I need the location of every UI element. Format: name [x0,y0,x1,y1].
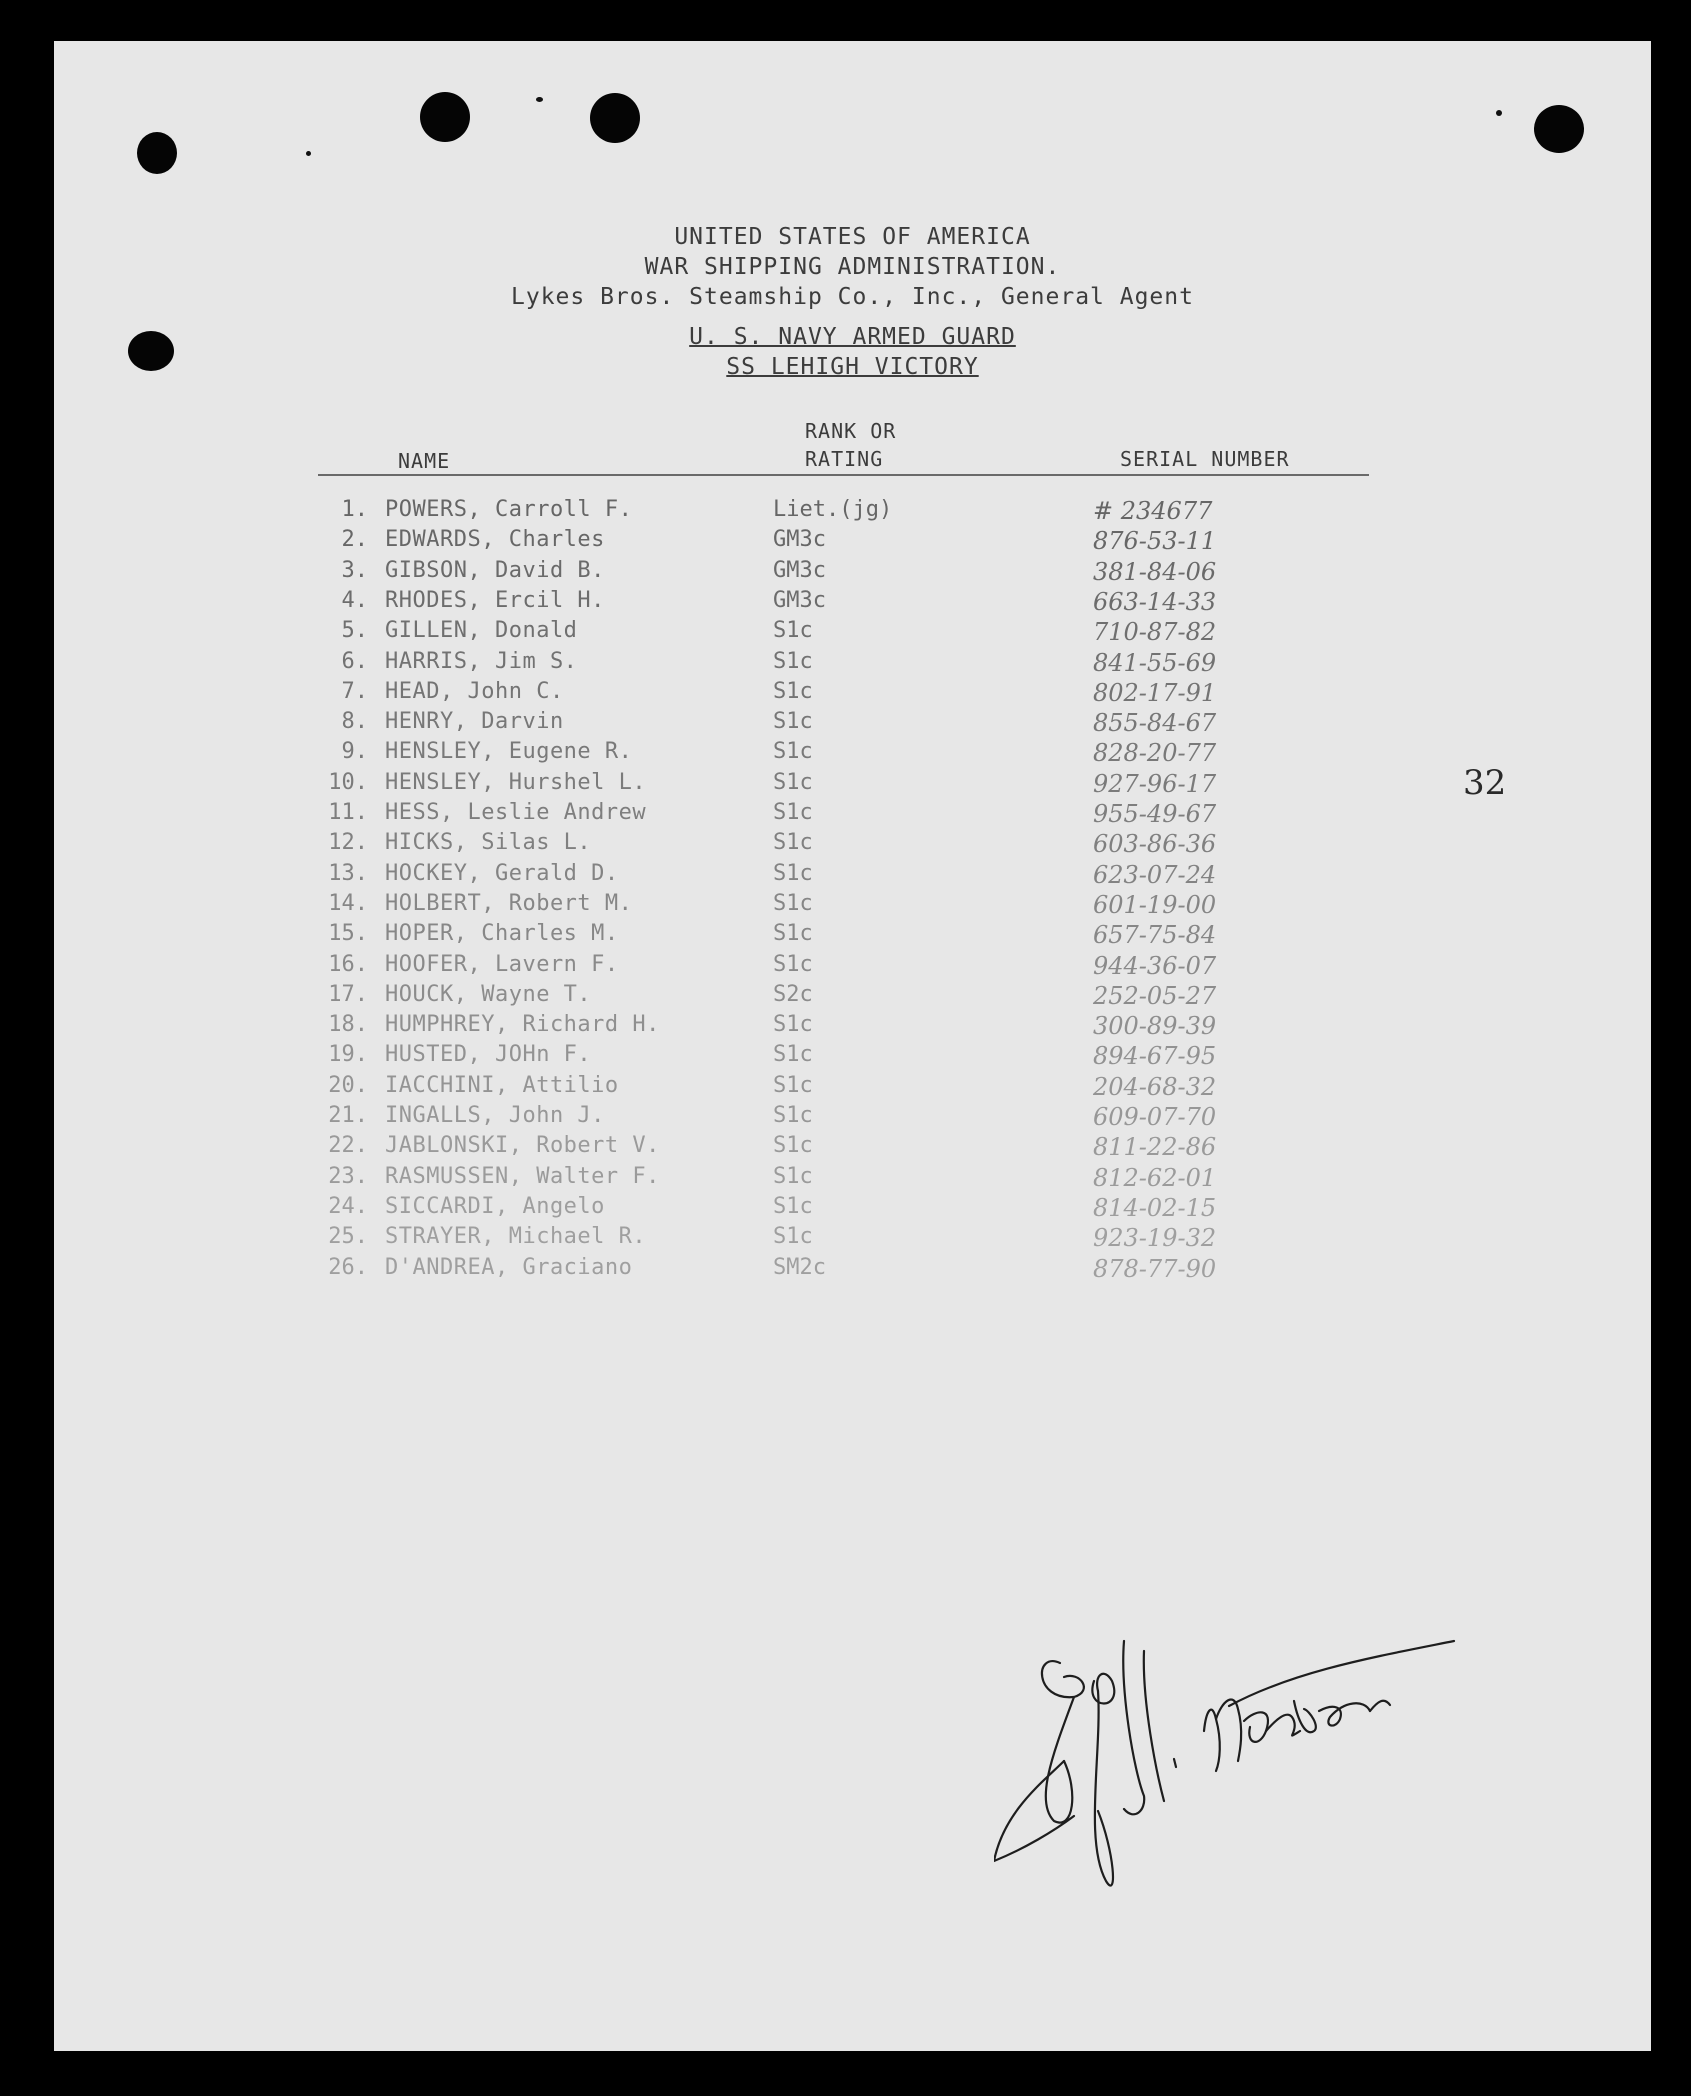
crew-rank: S1c [773,1163,813,1189]
table-row [318,709,1318,739]
crew-name: HUMPHREY, Richard H. [385,1012,660,1038]
crew-name: HOUCK, Wayne T. [385,981,592,1007]
table-row [318,497,1318,527]
crew-name: HOOFER, Lavern F. [385,951,619,977]
crew-name: HUSTED, JOHn F. [385,1042,592,1068]
header-line-5-text: SS LEHIGH VICTORY [726,354,979,380]
crew-rank: S1c [773,678,813,704]
crew-serial: 878-77-90 [1093,1254,1217,1283]
header-line-4-text: U. S. NAVY ARMED GUARD [689,324,1016,350]
punch-hole [1534,105,1584,153]
crew-rank: S2c [773,981,813,1007]
table-row [318,952,1318,982]
crew-serial: 603-86-36 [1093,830,1217,859]
crew-rank: S1c [773,769,813,795]
crew-name: RHODES, Ercil H. [385,587,605,613]
document-page [54,41,1651,2051]
table-row [318,558,1318,588]
crew-name: HEAD, John C. [385,678,564,704]
crew-serial: 252-05-27 [1093,981,1217,1010]
crew-serial: 609-07-70 [1093,1103,1217,1131]
crew-serial: 812-62-01 [1093,1163,1217,1192]
crew-serial: 828-20-77 [1093,739,1217,768]
crew-serial: 841-55-69 [1093,648,1217,677]
table-row [318,770,1318,800]
crew-rank: S1c [773,709,813,735]
table-row [318,800,1318,830]
crew-name: HICKS, Silas L. [385,830,592,856]
crew-serial: 944-36-07 [1093,951,1217,980]
crew-serial: 601-19-00 [1093,890,1217,919]
row-number: 6. [341,648,368,674]
table-row [318,1103,1318,1133]
speck [536,97,543,102]
table-row [318,649,1318,679]
table-row [318,1164,1318,1194]
crew-serial: 623-07-24 [1093,860,1217,889]
table-row [318,1224,1318,1254]
crew-rank: S1c [773,830,813,856]
crew-serial: 381-84-06 [1093,557,1217,586]
crew-name: HESS, Leslie Andrew [385,800,647,825]
row-number: 15. [328,921,368,947]
header-line-2: WAR SHIPPING ADMINISTRATION. [644,254,1061,280]
crew-name: RASMUSSEN, Walter F. [385,1163,660,1189]
column-header-rank-line1: RANK OR [805,419,897,443]
row-number: 19. [328,1042,368,1068]
crew-name: HOPER, Charles M. [385,921,619,947]
row-number: 13. [328,860,368,886]
crew-rank: GM3c [773,527,826,553]
table-row [318,891,1318,921]
crew-serial: 204-68-32 [1093,1072,1217,1101]
table-row [318,1255,1318,1285]
row-number: 16. [328,951,368,977]
crew-rank: S1c [773,739,813,765]
crew-name: EDWARDS, Charles [385,527,605,553]
row-number: 24. [328,1193,368,1219]
page-number: 32 [1463,763,1507,803]
crew-rank: S1c [773,1012,813,1038]
speck [306,151,311,156]
crew-serial: 811-22-86 [1093,1133,1217,1162]
punch-hole [590,93,640,143]
row-number: 11. [328,800,368,825]
row-number: 14. [328,890,368,916]
crew-name: POWERS, Carroll F. [385,497,633,522]
row-number: 25. [328,1224,368,1250]
row-number: 22. [328,1133,368,1159]
table-row [318,588,1318,618]
row-number: 4. [341,587,368,613]
row-number: 2. [341,527,368,553]
crew-name: IACCHINI, Attilio [385,1072,619,1098]
crew-rank: S1c [773,618,813,644]
table-row [318,830,1318,860]
crew-name: HENSLEY, Hurshel L. [385,769,647,795]
crew-serial: 923-19-32 [1093,1224,1217,1253]
table-row [318,921,1318,951]
crew-rank: Liet.(jg) [773,497,893,522]
column-header-serial: SERIAL NUMBER [1120,447,1290,471]
punch-hole [420,92,470,142]
table-row [318,739,1318,769]
crew-serial: 802-17-91 [1093,678,1217,707]
crew-serial: 855-84-67 [1093,709,1217,738]
row-number: 26. [328,1254,368,1280]
crew-rank: S1c [773,1103,813,1128]
crew-rank: S1c [773,1072,813,1098]
row-number: 3. [341,557,368,583]
header-rule [318,474,1369,476]
row-number: 20. [328,1072,368,1098]
crew-rank: SM2c [773,1254,826,1280]
header-line-5 [54,354,1651,380]
crew-name: GILLEN, Donald [385,618,578,644]
crew-rank: GM3c [773,587,826,613]
table-row [318,1012,1318,1042]
table-row [318,1042,1318,1072]
crew-serial: 300-89-39 [1093,1012,1217,1041]
signature [994,1581,1494,2021]
crew-name: HOLBERT, Robert M. [385,890,633,916]
crew-name: GIBSON, David B. [385,557,605,583]
speck [1496,110,1502,116]
column-header-rank-line2: RATING [805,447,884,471]
row-number: 5. [341,618,368,644]
table-row [318,1133,1318,1163]
crew-name: HENSLEY, Eugene R. [385,739,633,765]
crew-serial: 955-49-67 [1093,800,1217,828]
header-line-1: UNITED STATES OF AMERICA [674,224,1031,250]
crew-name: STRAYER, Michael R. [385,1224,647,1250]
column-header-name: NAME [398,449,451,473]
crew-rank: S1c [773,890,813,916]
row-number: 21. [328,1103,368,1128]
crew-rank: S1c [773,648,813,674]
row-number: 7. [341,678,368,704]
table-row [318,679,1318,709]
crew-rank: S1c [773,860,813,886]
crew-serial: 657-75-84 [1093,921,1217,950]
crew-rank: S1c [773,1042,813,1068]
crew-rank: S1c [773,921,813,947]
row-number: 1. [341,497,368,522]
crew-rank: S1c [773,1193,813,1219]
table-row [318,861,1318,891]
header-line-4 [54,324,1651,350]
crew-serial: 927-96-17 [1093,769,1217,798]
row-number: 17. [328,981,368,1007]
crew-serial: 814-02-15 [1093,1193,1217,1222]
crew-rank: S1c [773,1224,813,1250]
crew-name: HOCKEY, Gerald D. [385,860,619,886]
crew-name: HENRY, Darvin [385,709,564,735]
crew-name: HARRIS, Jim S. [385,648,578,674]
crew-name: SICCARDI, Angelo [385,1193,605,1219]
row-number: 23. [328,1163,368,1189]
row-number: 10. [328,769,368,795]
row-number: 18. [328,1012,368,1038]
row-number: 9. [341,739,368,765]
crew-rank: S1c [773,800,813,825]
table-row [318,982,1318,1012]
crew-serial: 894-67-95 [1093,1042,1217,1071]
crew-rank: GM3c [773,557,826,583]
row-number: 8. [341,709,368,735]
crew-serial: # 234677 [1093,497,1213,525]
punch-hole [137,132,177,174]
crew-rank: S1c [773,1133,813,1159]
table-row [318,1073,1318,1103]
header-line-3: Lykes Bros. Steamship Co., Inc., General Agent [511,284,1194,310]
table-row [318,618,1318,648]
crew-serial: 663-14-33 [1093,587,1217,616]
table-row [318,1194,1318,1224]
crew-name: D'ANDREA, Graciano [385,1254,633,1280]
crew-serial: 710-87-82 [1093,618,1217,647]
crew-name: INGALLS, John J. [385,1103,605,1128]
crew-rank: S1c [773,951,813,977]
table-row [318,527,1318,557]
crew-serial: 876-53-11 [1093,527,1217,556]
crew-name: JABLONSKI, Robert V. [385,1133,660,1159]
row-number: 12. [328,830,368,856]
